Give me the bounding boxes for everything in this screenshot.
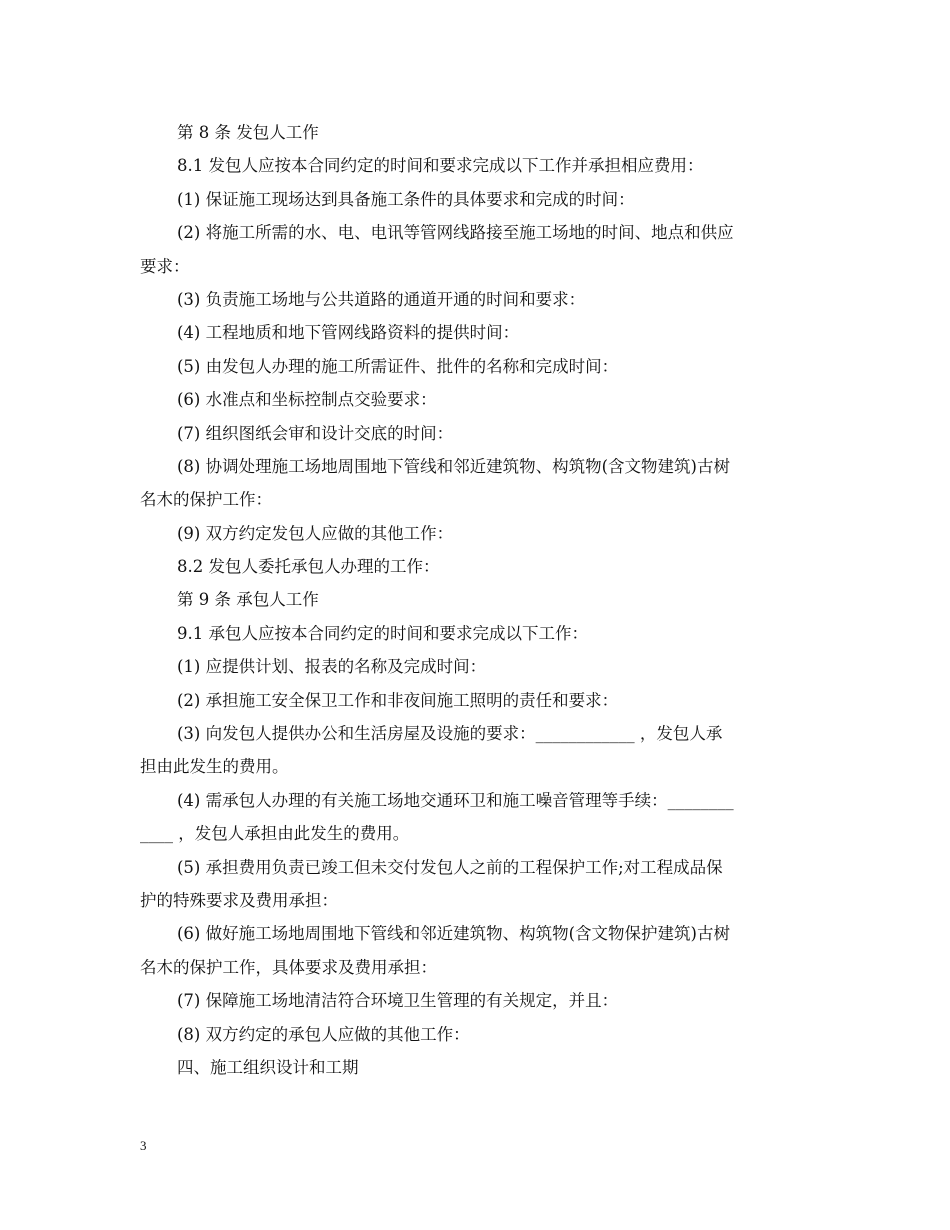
text-line: 要求： [140, 256, 190, 276]
text-line: (3) 向发包人提供办公和生活房屋及设施的要求：____________ ，发包人承 [177, 724, 723, 744]
text-line: (6) 水准点和坐标控制点交验要求： [177, 390, 437, 410]
text-line: 护的特殊要求及费用承担： [140, 890, 338, 910]
text-line: 9.1 承包人应按本合同约定的时间和要求完成以下工作： [177, 623, 588, 643]
text-line: (6) 做好施工场地周围地下管线和邻近建筑物、构筑物(含文物保护建筑)古树 [177, 924, 730, 944]
text-line: (3) 负责施工场地与公共道路的通道开通的时间和要求： [177, 289, 586, 309]
text-line: (4) 工程地质和地下管网线路资料的提供时间： [177, 323, 520, 343]
text-line: 8.2 发包人委托承包人办理的工作： [177, 557, 440, 577]
text-line: 名木的保护工作，具体要求及费用承担： [140, 957, 437, 977]
text-line: (9) 双方约定发包人应做的其他工作： [177, 523, 454, 543]
text-line: (8) 协调处理施工场地周围地下管线和邻近建筑物、构筑物(含文物建筑)古树 [177, 456, 730, 476]
text-line: (4) 需承包人办理的有关施工场地交通环卫和施工噪音管理等手续：________ [177, 790, 734, 810]
text-line: (2) 将施工所需的水、电、电讯等管网线路接至施工场地的时间、地点和供应 [177, 223, 734, 243]
text-line: (7) 组织图纸会审和设计交底的时间： [177, 423, 454, 443]
text-line: 名木的保护工作： [140, 490, 272, 510]
text-line: 第 9 条 承包人工作 [177, 590, 319, 610]
text-line: (1) 保证施工现场达到具备施工条件的具体要求和完成的时间： [177, 189, 635, 209]
text-line: 8.1 发包人应按本合同约定的时间和要求完成以下工作并承担相应费用： [177, 156, 704, 176]
text-line: (2) 承担施工安全保卫工作和非夜间施工照明的责任和要求： [177, 690, 619, 710]
text-line: 担由此发生的费用。 [140, 757, 289, 777]
text-line: (1) 应提供计划、报表的名称及完成时间： [177, 657, 487, 677]
text-line: (5) 由发包人办理的施工所需证件、批件的名称和完成时间： [177, 356, 619, 376]
text-line: ____ ，发包人承担由此发生的费用。 [140, 824, 410, 844]
text-line: 四、施工组织设计和工期 [177, 1057, 359, 1077]
text-line: 第 8 条 发包人工作 [177, 123, 319, 142]
text-line: (8) 双方约定的承包人应做的其他工作： [177, 1024, 470, 1044]
text-line: (7) 保障施工场地清洁符合环境卫生管理的有关规定，并且： [177, 991, 619, 1011]
text-line: (5) 承担费用负责已竣工但未交付发包人之前的工程保护工作;对工程成品保 [177, 857, 723, 877]
page-number: 3 [140, 1138, 147, 1153]
document-body [140, 116, 812, 1084]
